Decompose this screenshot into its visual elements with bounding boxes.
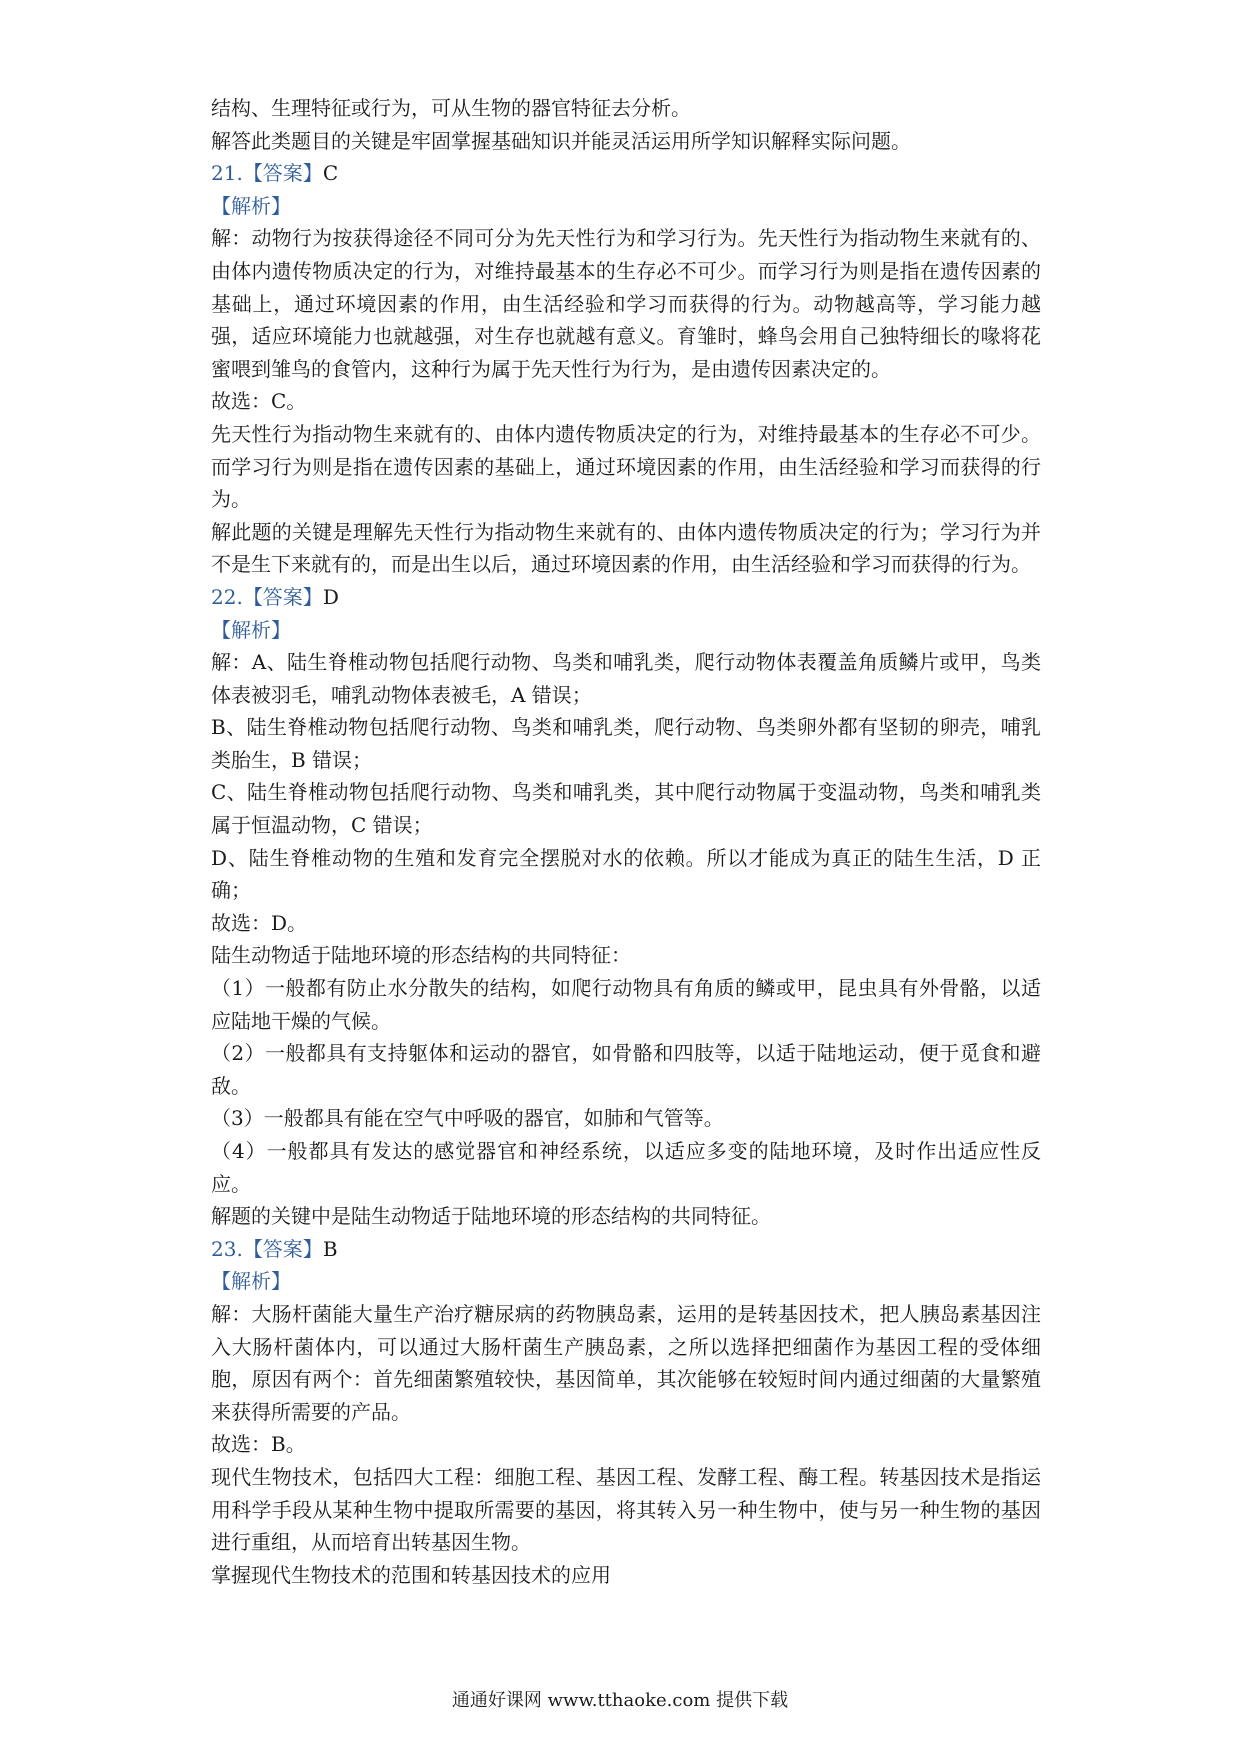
q23-answer-tag: 【答案】 [242, 1236, 323, 1261]
q21-paragraph: 解：动物行为按获得途径不同可分为先天性行为和学习行为。先天性行为指动物生来就有的、由体内遗传物质决定的行为，对维持最基本的生存必不可少。而学习行为则是指在遗传因素的基础上，通过环境因素的作用，由生活经验和学习而获得的行为。动物越高等，学习能力越强，适应环境能力也就越强，对生存也就越有意义。育雏时，蜂鸟会用自己独特细长的喙将花蜜喂到雏鸟的食管内，这种行为属于先天性行为行为，是由遗传因素决定的。 [211, 226, 1041, 381]
q21-paragraph: 解此题的关键是理解先天性行为指动物生来就有的、由体内遗传物质决定的行为；学习行为并不是生下来就有的，而是出生以后，通过环境因素的作用，由生活经验和学习而获得的行为。 [211, 519, 1041, 577]
q23-paragraph: 解：大肠杆菌能大量生产治疗糖尿病的药物胰岛素，运用的是转基因技术，把人胰岛素基因注入大肠杆菌体内，可以通过大肠杆菌生产胰岛素，之所以选择把细菌作为基因工程的受体细胞，原因有两个：首先细菌繁殖较快，基因简单，其次能够在较短时间内通过细菌的大量繁殖来获得所需要的产品。 [211, 1301, 1041, 1424]
document-body [211, 92, 1041, 1591]
q21-analysis-tag: 【解析】 [211, 193, 291, 218]
q22-answer-line [211, 581, 1041, 614]
q22-paragraph: （2）一般都具有支持躯体和运动的器官，如骨骼和四肢等，以适于陆地运动，便于觅食和避敌。 [211, 1041, 1041, 1098]
q22-analysis-tag: 【解析】 [211, 617, 291, 642]
q22-paragraph: （4）一般都具有发达的感觉器官和神经系统，以适应多变的陆地环境，及时作出适应性反应。 [211, 1139, 1041, 1196]
q23-answer: B [322, 1236, 338, 1261]
q22-paragraph: C、陆生脊椎动物包括爬行动物、鸟类和哺乳类，其中爬行动物属于变温动物，鸟类和哺乳类属于恒温动物，C 错误； [211, 780, 1041, 838]
q22-paragraph: 故选：D。 [211, 910, 308, 935]
q22-paragraph: 陆生动物适于陆地环境的形态结构的共同特征： [211, 943, 631, 968]
q22-answer-tag: 【答案】 [242, 584, 323, 609]
q21-answer-line [211, 157, 1041, 190]
q21-answer-tag: 【答案】 [242, 161, 323, 186]
q23-paragraph: 掌握现代生物技术的范围和转基因技术的应用 [211, 1562, 611, 1587]
q23-analysis-tag: 【解析】 [211, 1269, 291, 1294]
q21-paragraph: 先天性行为指动物生来就有的、由体内遗传物质决定的行为，对维持最基本的生存必不可少。而学习行为则是指在遗传因素的基础上，通过环境因素的作用，由生活经验和学习而获得的行为。 [211, 421, 1041, 512]
q22-paragraph: （1）一般都有防止水分散失的结构，如爬行动物具有角质的鳞或甲，昆虫具有外骨骼，以适应陆地干燥的气候。 [211, 976, 1041, 1033]
text-line: 结构、生理特征或行为，可从生物的器官特征去分析。 [211, 96, 691, 120]
q22-paragraph: B、陆生脊椎动物包括爬行动物、鸟类和哺乳类，爬行动物、鸟类卵外都有坚韧的卵壳，哺乳类胎生，B 错误； [211, 715, 1041, 772]
q21-answer: C [322, 161, 339, 186]
q22-answer: D [322, 584, 339, 609]
q23-answer-line [211, 1233, 1041, 1266]
text-line: 解答此类题目的关键是牢固掌握基础知识并能灵活运用所学知识解释实际问题。 [211, 128, 911, 153]
q23-paragraph: 现代生物技术，包括四大工程：细胞工程、基因工程、发酵工程、酶工程。转基因技术是指运用科学手段从某种生物中提取所需要的基因，将其转入另一种生物中，使与另一种生物的基因进行重组，从而培育出转基因生物。 [211, 1464, 1041, 1555]
q23-paragraph: 故选：B。 [211, 1432, 306, 1457]
q23-number: 23. [211, 1236, 243, 1261]
q22-paragraph: D、陆生脊椎动物的生殖和发育完全摆脱对水的依赖。所以才能成为真正的陆生生活，D 正确； [211, 845, 1041, 903]
q22-paragraph: （3）一般都具有能在空气中呼吸的器官，如肺和气管等。 [211, 1106, 724, 1131]
q21-paragraph: 故选：C。 [211, 389, 307, 414]
page-footer: 通通好课网 www.tthaoke.com 提供下载 [451, 1690, 789, 1711]
q22-paragraph: 解：A、陆生脊椎动物包括爬行动物、鸟类和哺乳类，爬行动物体表覆盖角质鳞片或甲，鸟类体表被羽毛，哺乳动物体表被毛，A 错误； [211, 650, 1041, 707]
q21-number: 21. [211, 161, 243, 186]
q22-paragraph: 解题的关键中是陆生动物适于陆地环境的形态结构的共同特征。 [211, 1204, 771, 1229]
q22-number: 22. [211, 584, 243, 609]
